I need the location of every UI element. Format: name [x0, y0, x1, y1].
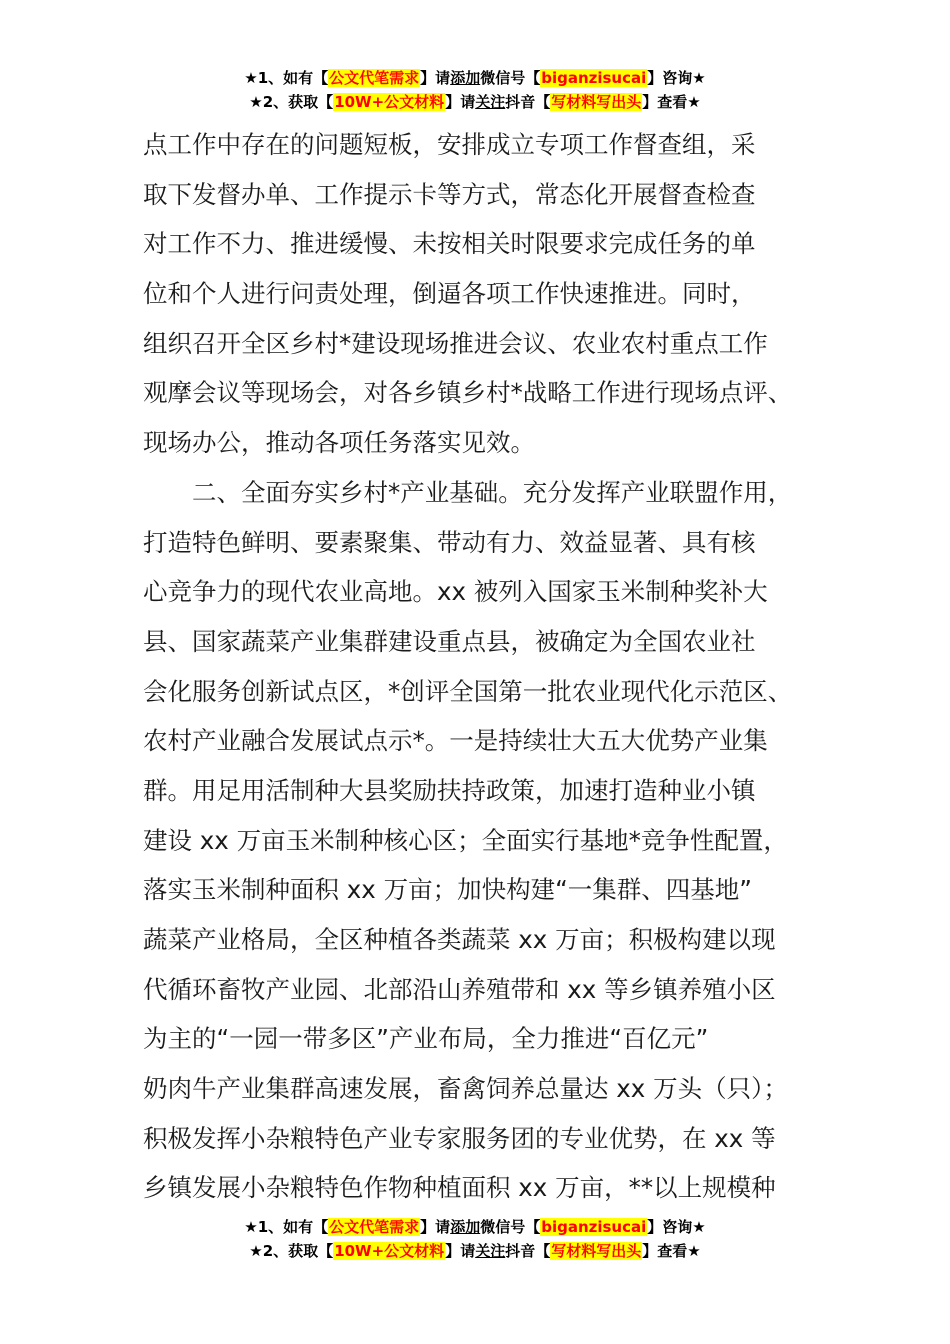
section-heading-line: 二、全面夯实乡村*产业基础。充分发挥产业联盟作用，	[192, 477, 793, 507]
banner-line-2	[0, 90, 950, 114]
footer-banner	[0, 1215, 950, 1263]
highlight-wechat-id: biganzisucai	[541, 1218, 647, 1236]
body-line: 代循环畜牧产业园、北部沿山养殖带和 xx 等乡镇养殖小区	[143, 974, 776, 1004]
body-line: 奶肉牛产业集群高速发展，畜禽饲养总量达 xx 万头（只）；	[143, 1074, 788, 1104]
banner-text: 抖音【	[505, 93, 551, 111]
highlight-douyin-account: 写材料写出头	[551, 93, 642, 111]
banner-text: 】咨询★	[647, 1218, 706, 1236]
highlight-wechat-id: biganzisucai	[541, 69, 647, 87]
highlight-materials: 10W+公文材料	[334, 1242, 445, 1260]
banner-text: 抖音【	[505, 1242, 551, 1260]
body-line: 打造特色鲜明、要素聚集、带动有力、效益显著、具有核	[143, 527, 756, 557]
body-line: 位和个人进行问责处理，倒逼各项工作快速推进。同时，	[143, 279, 756, 309]
body-line: 为主的“一园一带多区”产业布局，全力推进“百亿元”	[143, 1024, 709, 1054]
banner-text: 】请	[420, 69, 451, 87]
banner-line-1	[0, 66, 950, 90]
highlight-service: 公文代笔需求	[329, 69, 420, 87]
body-line: 组织召开全区乡村*建设现场推进会议、农业农村重点工作	[143, 328, 768, 358]
body-line: 对工作不力、推进缓慢、未按相关时限要求完成任务的单	[143, 229, 756, 259]
body-line: 蔬菜产业格局，全区种植各类蔬菜 xx 万亩；积极构建以现	[143, 925, 776, 954]
body-line: 建设 xx 万亩玉米制种核心区；全面实行基地*竞争性配置，	[143, 825, 788, 855]
body-line: 观摩会议等现场会，对各乡镇乡村*战略工作进行现场点评、	[143, 378, 793, 408]
body-line: 会化服务创新试点区，*创评全国第一批农业现代化示范区、	[143, 676, 793, 706]
body-line: 落实玉米制种面积 xx 万亩；加快构建“一集群、四基地”	[143, 875, 752, 905]
banner-text: ★1、如有【	[244, 69, 329, 87]
highlight-service: 公文代笔需求	[329, 1218, 420, 1236]
highlight-materials: 10W+公文材料	[334, 93, 445, 111]
banner-text: ★2、获取【	[249, 1242, 334, 1260]
banner-text: 】查看★	[642, 93, 701, 111]
body-line: 乡镇发展小杂粮特色作物种植面积 xx 万亩，**以上规模种	[143, 1173, 776, 1203]
body-line: 心竞争力的现代农业高地。xx 被列入国家玉米制种奖补大	[143, 577, 768, 607]
banner-underlined-text: 关注	[475, 1242, 506, 1260]
header-banner	[0, 66, 950, 114]
body-line: 现场办公，推动各项任务落实见效。	[143, 428, 535, 458]
document-body	[143, 120, 833, 1213]
banner-line-1	[0, 1215, 950, 1239]
banner-text: 微信号【	[480, 1218, 541, 1236]
banner-text: 微信号【	[480, 69, 541, 87]
banner-text: ★1、如有【	[244, 1218, 329, 1236]
banner-text: 】咨询★	[647, 69, 706, 87]
banner-underlined-text: 关注	[475, 93, 506, 111]
banner-line-2	[0, 1239, 950, 1263]
banner-text: 】请	[420, 1218, 451, 1236]
banner-text: 】请	[445, 1242, 476, 1260]
body-line: 群。用足用活制种大县奖励扶持政策，加速打造种业小镇	[143, 775, 756, 805]
banner-text: 】请	[445, 93, 476, 111]
banner-underlined-text: 添加	[450, 1218, 481, 1236]
highlight-douyin-account: 写材料写出头	[551, 1242, 642, 1260]
body-line: 积极发挥小杂粮特色产业专家服务团的专业优势，在 xx 等	[143, 1123, 776, 1153]
body-line: 县、国家蔬菜产业集群建设重点县，被确定为全国农业社	[143, 626, 756, 656]
body-line: 农村产业融合发展试点示*。一是持续壮大五大优势产业集	[143, 726, 768, 756]
banner-text: 】查看★	[642, 1242, 701, 1260]
body-line: 点工作中存在的问题短板，安排成立专项工作督查组，采	[143, 130, 756, 159]
banner-text: ★2、获取【	[249, 93, 334, 111]
banner-underlined-text: 添加	[450, 69, 481, 87]
body-line: 取下发督办单、工作提示卡等方式，常态化开展督查检查	[143, 179, 756, 209]
